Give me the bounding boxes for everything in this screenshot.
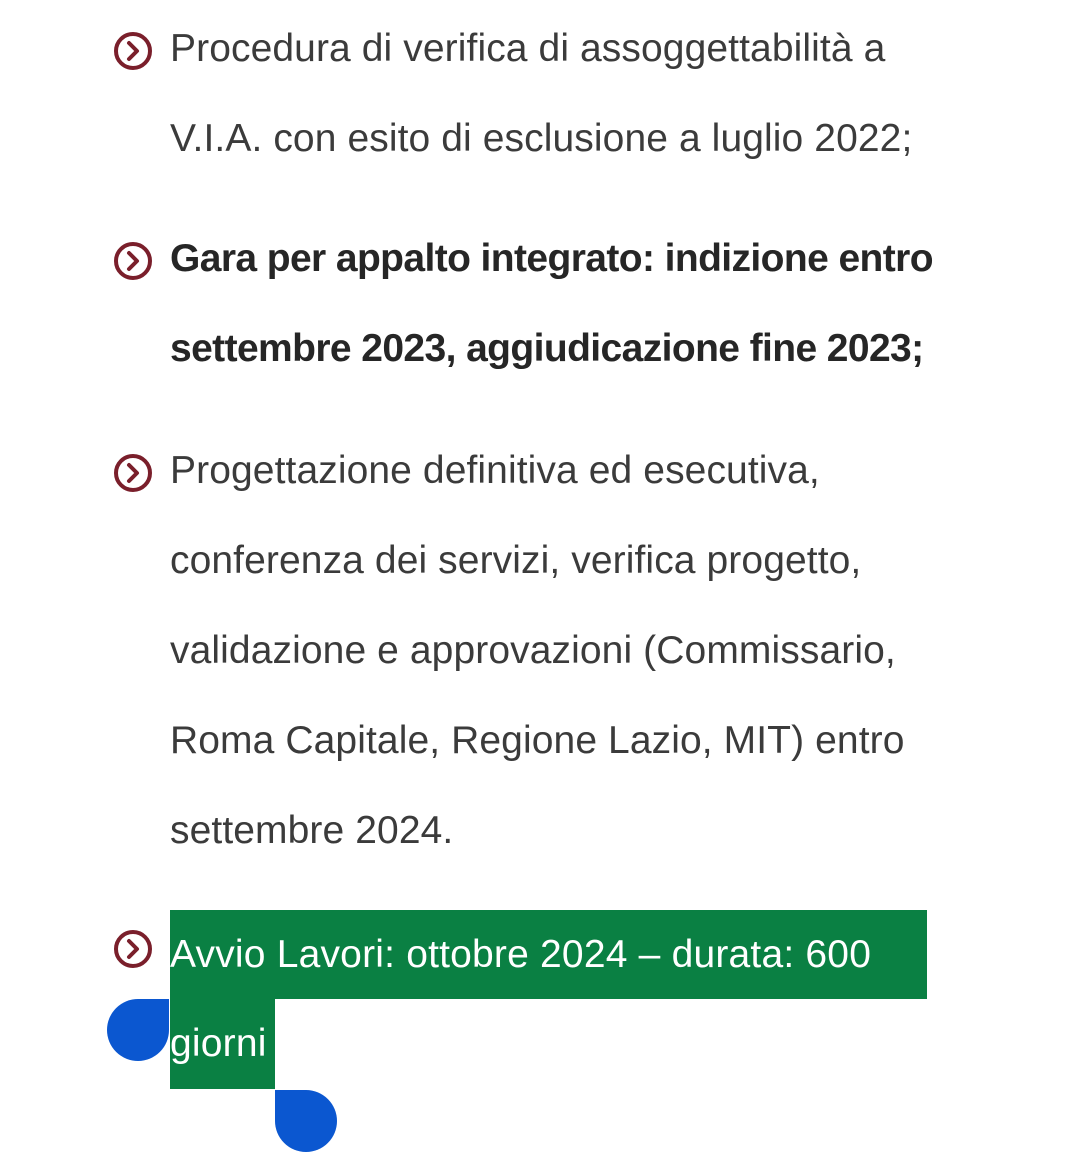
selected-text-line[interactable]: Avvio Lavori: ottobre 2024 – durata: 600 [170, 933, 872, 976]
list-item-text [170, 4, 970, 184]
text-line: settembre 2024. [170, 809, 454, 852]
chevron-right-circle-icon [112, 452, 154, 494]
text-line: Progettazione definitiva ed esecutiva, [170, 449, 820, 492]
selected-text-line[interactable]: giorni [170, 1022, 267, 1065]
text-line: settembre 2023, aggiudicazione fine 2023; [170, 327, 924, 370]
text-line: conferenza dei servizi, verifica progetto, [170, 539, 862, 582]
text-line: Roma Capitale, Regione Lazio, MIT) entro [170, 719, 905, 762]
chevron-right-circle-icon [112, 30, 154, 72]
text-line: Procedura di verifica di assoggettabilità a [170, 27, 886, 70]
chevron-right-circle-icon [112, 928, 154, 970]
selection-start-handle[interactable] [107, 999, 169, 1061]
text-line: V.I.A. con esito di esclusione a luglio 2022; [170, 117, 913, 160]
list-item-text [170, 214, 970, 394]
chevron-right-circle-icon [112, 240, 154, 282]
selection-end-handle[interactable] [275, 1090, 337, 1152]
list-item-text [170, 426, 970, 876]
text-line: validazione e approvazioni (Commissario, [170, 629, 896, 672]
text-line: Gara per appalto integrato: indizione entro [170, 237, 933, 280]
